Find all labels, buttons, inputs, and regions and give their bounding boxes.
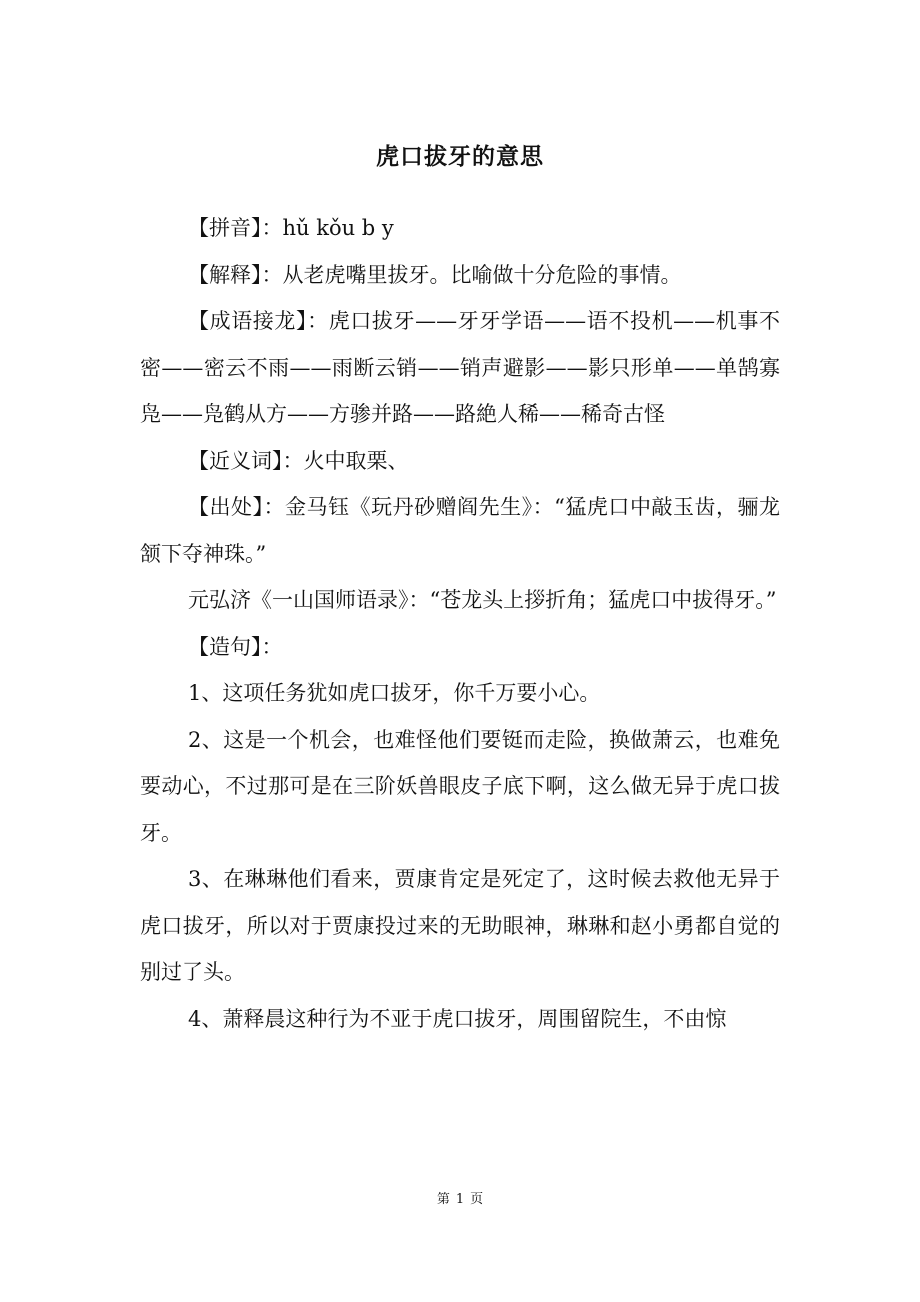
paragraph-examples-heading: 【造句】： [188,634,283,659]
document-body [140,205,780,1042]
paragraph-source-2: 元弘济《一山国师语录》：“苍龙头上拶折角；猛虎口中拔得牙。” [188,588,777,612]
paragraph-example-1: 1、这项任务犹如虎口拔牙，你千万要小心。 [188,681,601,705]
page-number: 1 [455,1192,465,1207]
footer-suffix: 页 [470,1192,484,1207]
paragraph-idiom-chain: 【成语接龙】：虎口拔牙——牙牙学语——语不投机——机事不密——密云不雨——雨断云销——销声避影——影只形单——单鹄寡凫——凫鹤从方——方骖并路——路絶人稀——稀奇古怪 [140,309,780,426]
paragraph-synonyms: 【近义词】：火中取栗、 [188,448,409,473]
paragraph-example-4: 4、萧释晨这种行为不亚于虎口拔牙，周围留院生，不由惊 [188,1006,727,1031]
paragraph-source: 【出处】：金马钰《玩丹砂赠阎先生》：“猛虎口中敲玉齿，骊龙颔下夺神珠。” [140,495,780,566]
paragraph-example-2: 2、这是一个机会，也难怪他们要铤而走险，换做萧云，也难免要动心，不过那可是在三阶妖兽眼皮子底下啊，这么做无异于虎口拔牙。 [140,727,780,845]
footer-prefix: 第 [436,1192,450,1207]
page-title: 虎口拔牙的意思 [376,144,544,170]
page-footer [0,1190,920,1210]
paragraph-pinyin: 【拼音】：hǔ kǒu b y [188,216,394,240]
paragraph-explanation: 【解释】：从老虎嘴里拔牙。比喻做十分危险的事情。 [188,262,682,287]
paragraph-example-3: 3、在琳琳他们看来，贾康肯定是死定了，这时候去救他无异于虎口拔牙，所以对于贾康投过来的无助眼神，琳琳和赵小勇都自觉的别过了头。 [140,867,780,984]
